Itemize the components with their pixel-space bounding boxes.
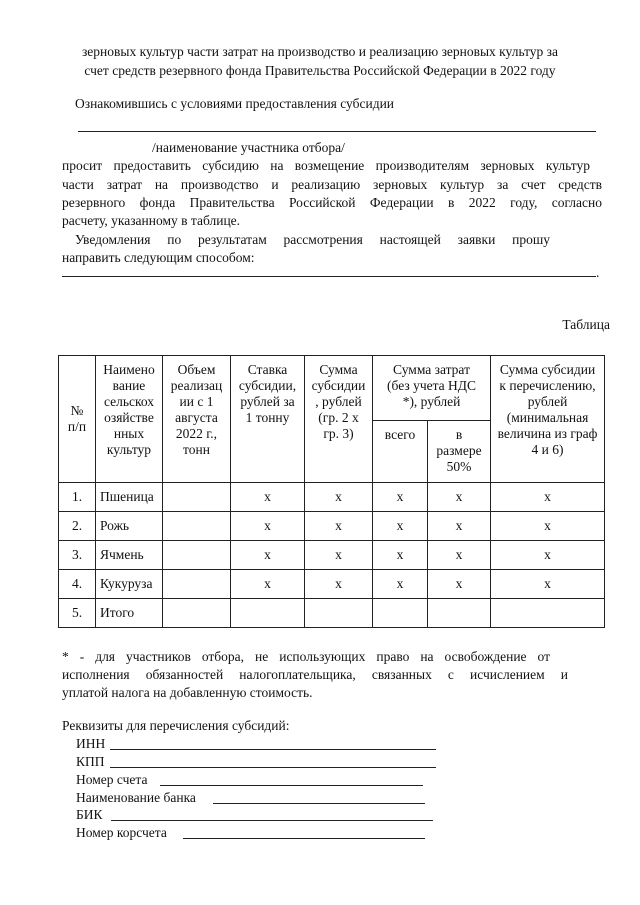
header-line-1: зерновых культур части затрат на производство и реализацию зерновых культур за (81, 44, 559, 59)
sum-cell: x (305, 512, 373, 541)
rate-cell: x (231, 541, 305, 570)
requisites-title: Реквизиты для перечисления субсидий: (62, 718, 290, 733)
header-number: № п/п (59, 356, 96, 483)
header-transfer-sum: Сумма субсидии к перечислению, рублей (минимальная величина из граф 4 и 6) (491, 356, 605, 483)
costs-50-cell: x (428, 541, 491, 570)
transfer-cell: x (491, 541, 605, 570)
rate-cell: x (231, 570, 305, 599)
header-costs-total: всего (373, 421, 428, 483)
kpp-label: КПП (76, 754, 105, 769)
row-number: 1. (59, 483, 96, 512)
bank-field[interactable] (213, 803, 425, 804)
inn-field[interactable] (110, 749, 436, 750)
header-costs-50: в размере 50% (428, 421, 491, 483)
crop-name: Кукуруза (96, 570, 163, 599)
volume-cell[interactable] (163, 512, 231, 541)
row-number: 2. (59, 512, 96, 541)
crop-name: Пшеница (96, 483, 163, 512)
costs-50-cell: x (428, 483, 491, 512)
row-number: 4. (59, 570, 96, 599)
volume-cell[interactable] (163, 570, 231, 599)
costs-total-cell: x (373, 570, 428, 599)
participant-name-field[interactable] (78, 131, 596, 132)
kpp-field[interactable] (110, 767, 436, 768)
row-number: 3. (59, 541, 96, 570)
sum-cell: x (305, 541, 373, 570)
table-row (59, 512, 605, 541)
transfer-cell: x (491, 483, 605, 512)
request-line-2: части затрат на производство и реализацию зерновых культур за счет средств (62, 177, 602, 192)
notify-line-2: направить следующим способом: (62, 250, 255, 265)
header-subsidy-rate: Ставка субсидии, рублей за 1 тонну (231, 356, 305, 483)
header-line-2: счет средств резервного фонда Правительства Российской Федерации в 2022 году (84, 63, 556, 78)
table-row (59, 599, 605, 628)
bik-label: БИК (76, 807, 103, 822)
costs-50-cell[interactable] (428, 599, 491, 628)
table-row (59, 570, 605, 599)
crop-name: Рожь (96, 512, 163, 541)
sum-cell: x (305, 570, 373, 599)
notify-method-field[interactable] (62, 276, 596, 277)
bik-field[interactable] (111, 820, 433, 821)
costs-total-cell[interactable] (373, 599, 428, 628)
participant-caption: /наименование участника отбора/ (152, 140, 345, 155)
table-row (59, 541, 605, 570)
costs-total-cell: x (373, 512, 428, 541)
rate-cell[interactable] (231, 599, 305, 628)
sum-cell: x (305, 483, 373, 512)
request-line-4: расчету, указанному в таблице. (62, 213, 241, 228)
transfer-cell: x (491, 512, 605, 541)
row-number: 5. (59, 599, 96, 628)
costs-50-cell: x (428, 512, 491, 541)
request-line-1: просит предоставить субсидию на возмещение производителям зерновых культур (62, 158, 590, 173)
notify-end-dot: . (596, 265, 600, 280)
header-costs: Сумма затрат (без учета НДС *), рублей (373, 356, 491, 421)
rate-cell: x (231, 483, 305, 512)
inn-label: ИНН (76, 736, 106, 751)
header-subsidy-sum: Сумма субсидии , рублей (гр. 2 x гр. 3) (305, 356, 373, 483)
intro-text: Ознакомившись с условиями предоставления субсидии (75, 96, 395, 111)
volume-cell[interactable] (163, 541, 231, 570)
volume-cell[interactable] (163, 599, 231, 628)
table-caption: Таблица (562, 317, 610, 332)
header-sales-volume: Объем реализац ии с 1 августа 2022 г., тонн (163, 356, 231, 483)
bank-label: Наименование банка (76, 790, 196, 805)
header-crop-name: Наимено вание сельскох озяйстве нных культур (96, 356, 163, 483)
crop-name: Ячмень (96, 541, 163, 570)
subsidy-calculation-table (58, 355, 605, 628)
account-label: Номер счета (76, 772, 148, 787)
corr-account-field[interactable] (183, 838, 425, 839)
volume-cell[interactable] (163, 483, 231, 512)
costs-total-cell: x (373, 483, 428, 512)
notify-line-1: Уведомления по результатам рассмотрения настоящей заявки прошу (75, 232, 550, 247)
footnote-line-1: * - для участников отбора, не использующих право на освобождение от (62, 649, 550, 664)
crop-name: Итого (96, 599, 163, 628)
transfer-cell: x (491, 570, 605, 599)
costs-50-cell: x (428, 570, 491, 599)
footnote-line-3: уплатой налога на добавленную стоимость. (62, 685, 313, 700)
rate-cell: x (231, 512, 305, 541)
request-line-3: резервного фонда Правительства Российской Федерации в 2022 году, согласно (62, 195, 602, 210)
transfer-cell[interactable] (491, 599, 605, 628)
corr-account-label: Номер корсчета (76, 825, 167, 840)
table-row (59, 483, 605, 512)
footnote-line-2: исполнения обязанностей налогоплательщика, связанных с исчислением и (62, 667, 568, 682)
account-field[interactable] (160, 785, 423, 786)
sum-cell[interactable] (305, 599, 373, 628)
costs-total-cell: x (373, 541, 428, 570)
